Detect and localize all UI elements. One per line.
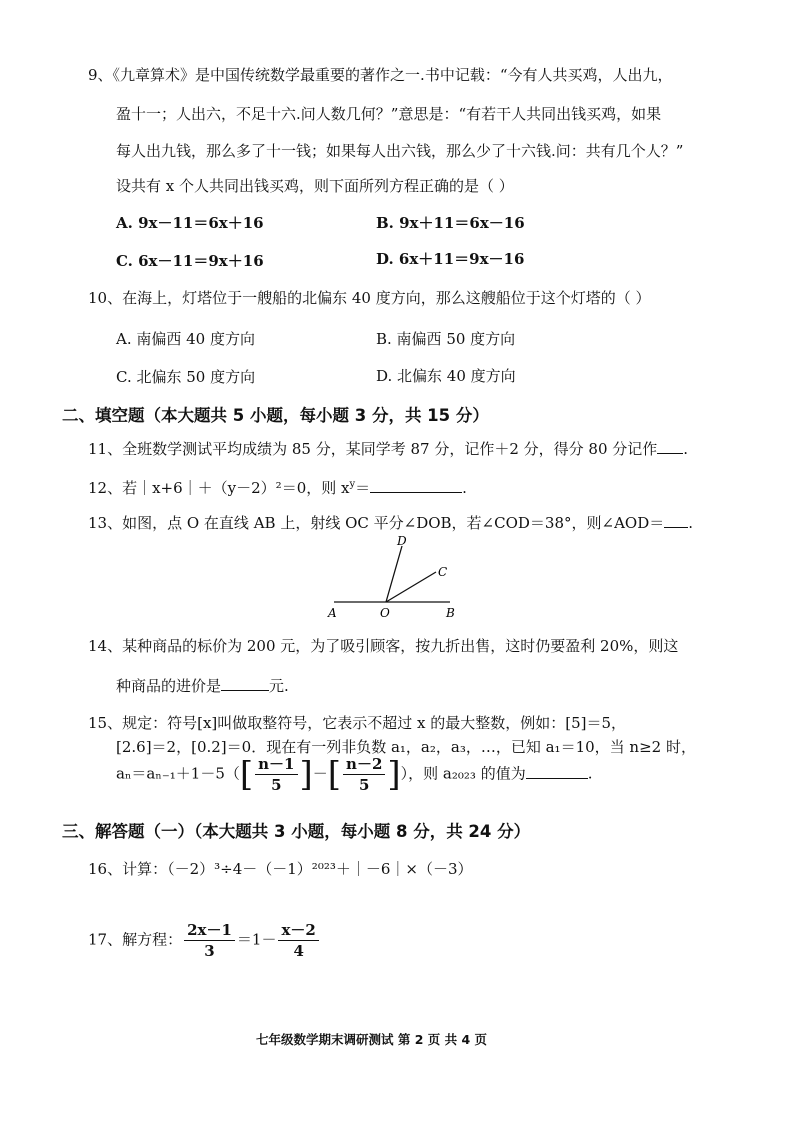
label-d: D — [397, 534, 407, 548]
q10-stem: 10、在海上，灯塔位于一艘船的北偏东 40 度方向，那么这艘船位于这个灯塔的（ ） — [88, 289, 651, 307]
q16-text: 16、计算：（－2）³÷4－（－1）²⁰²³＋｜－6｜×（－3） — [88, 860, 473, 878]
label-c: C — [438, 565, 448, 579]
page-footer: 七年级数学期末调研测试 第 2 页 共 4 页 — [256, 1032, 488, 1047]
fraction: $\frac{x-2}{4}$ — [278, 920, 318, 961]
q9-option-c: C. 6x－11＝9x＋16 — [116, 252, 264, 270]
q10-option-b: B. 南偏西 50 度方向 — [376, 330, 516, 348]
q10-option-d: D. 北偏东 40 度方向 — [376, 367, 516, 385]
answer-blank — [526, 764, 588, 779]
q9-line3: 每人出九钱，那么多了十一钱；如果每人出六钱，那么少了十六钱.问：共有几个人？” — [116, 142, 684, 160]
q15-formula: aₙ＝aₙ₋₁＋1－5（[ $\frac{n-1}{5}$ ]－[ $\frac{n-2}{5}$ ]），则 a₂₀₂₃ 的值为 . — [116, 754, 593, 795]
label-a: A — [328, 606, 337, 620]
q12-text: 12、若｜x+6｜＋（y－2）²＝0，则 $x^y=$ . — [88, 479, 467, 497]
q9-option-d: D. 6x＋11＝9x－16 — [376, 250, 525, 268]
fraction: $\frac{2x-1}{3}$ — [184, 920, 235, 961]
answer-blank — [221, 676, 269, 691]
q9-line4: 设共有 x 个人共同出钱买鸡，则下面所列方程正确的是（ ） — [116, 177, 514, 195]
label-o: O — [380, 606, 390, 620]
q10-option-a: A. 南偏西 40 度方向 — [116, 330, 255, 348]
q17-equation: 17、解方程： $\frac{2x-1}{3}$ ＝1－ $\frac{x-2}{4}$ — [88, 920, 321, 961]
q14-line2: 种商品的进价是 元. — [116, 677, 289, 695]
q15-line1: 15、规定：符号[x]叫做取整符号，它表示不超过 x 的最大整数，例如：[5]＝5， — [88, 714, 627, 732]
answer-blank — [370, 478, 462, 493]
section-fill-in-heading: 二、填空题（本大题共 5 小题，每小题 3 分，共 15 分） — [62, 406, 489, 425]
fraction: $\frac{n-2}{5}$ — [343, 754, 385, 795]
q9-line2: 盈十一；人出六，不足十六.问人数几何？”意思是：“有若干人共同出钱买鸡，如果 — [116, 105, 662, 123]
q15-line2: [2.6]＝2，[0.2]＝0．现在有一列非负数 a₁，a₂，a₃，…，已知 a₁＝10，当 n≥2 时， — [116, 738, 696, 756]
q10-option-c: C. 北偏东 50 度方向 — [116, 368, 256, 386]
q13-text: 13、如图，点 O 在直线 AB 上，射线 OC 平分∠DOB，若∠COD＝38°，则∠AOD＝ . — [88, 514, 694, 532]
answer-blank — [664, 513, 688, 528]
q9-option-b: B. 9x＋11＝6x－16 — [376, 214, 525, 232]
answer-blank — [657, 439, 683, 454]
fraction: $\frac{n-1}{5}$ — [255, 754, 297, 795]
q9-option-a: A. 9x－11＝6x＋16 — [116, 214, 264, 232]
label-b: B — [446, 606, 455, 620]
section-solve-heading: 三、解答题（一）（本大题共 3 小题，每小题 8 分，共 24 分） — [62, 822, 531, 841]
angle-figure — [322, 534, 468, 620]
q14-line1: 14、某种商品的标价为 200 元，为了吸引顾客，按九折出售，这时仍要盈利 20%，则这 — [88, 637, 679, 655]
q11-text: 11、全班数学测试平均成绩为 85 分，某同学考 87 分，记作＋2 分，得分 80 分记作 . — [88, 440, 689, 458]
q9-line1: 9、《九章算术》是中国传统数学最重要的著作之一.书中记载：“今有人共买鸡，人出九， — [88, 66, 673, 84]
